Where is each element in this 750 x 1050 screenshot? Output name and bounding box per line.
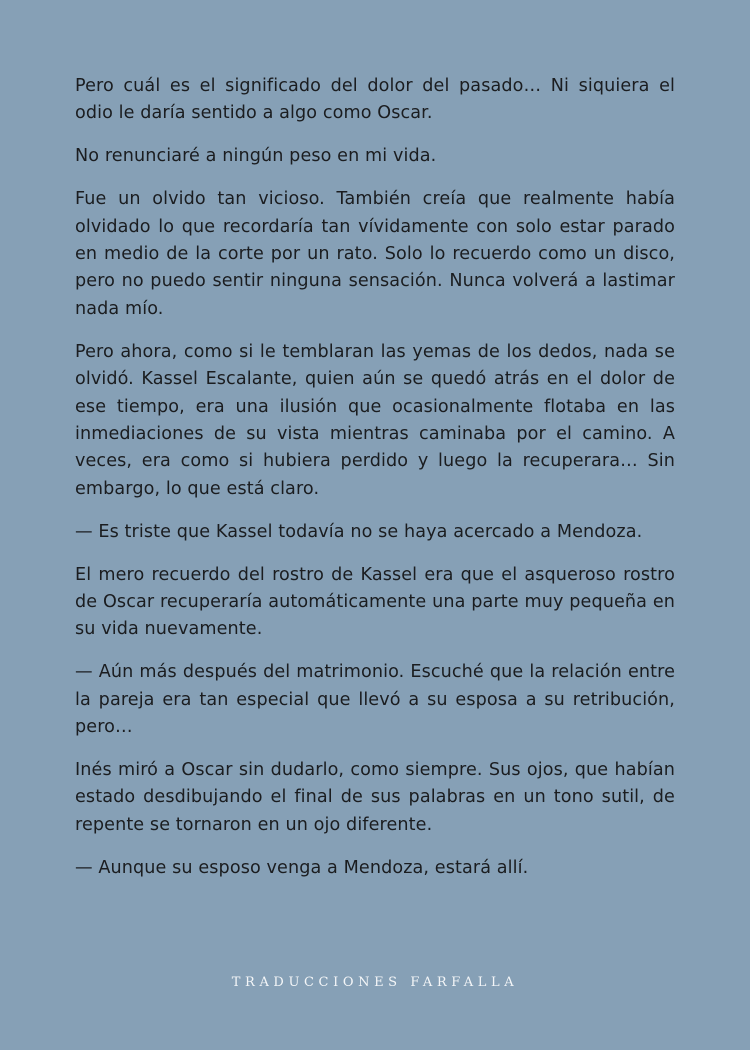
- paragraph: No renunciaré a ningún peso en mi vida.: [75, 146, 437, 167]
- footer-credit: TRADUCCIONES FARFALLA: [231, 975, 519, 990]
- paragraph: — Aunque su esposo venga a Mendoza, estará allí.: [75, 857, 529, 878]
- paragraph: — Aún más después del matrimonio. Escuché que la relación entre la pareja era tan especial que llevó a su esposa a su retribución, pero…: [75, 662, 675, 738]
- paragraph: Fue un olvido tan vicioso. También creía que realmente había olvidado lo que recordaría tan vívidamente con solo estar parado en medio de la corte por un rato. Solo lo recuerdo como un disco, pero no puedo sentir ninguna sensación. Nunca volverá a lastimar nada mío.: [75, 189, 675, 319]
- paragraph: El mero recuerdo del rostro de Kassel era que el asqueroso rostro de Oscar recuperaría automáticamente una parte muy pequeña en su vida nuevamente.: [75, 564, 675, 640]
- page-body: [75, 73, 675, 898]
- paragraph: Pero cuál es el significado del dolor del pasado… Ni siquiera el odio le daría sentido a algo como Oscar.: [75, 76, 675, 124]
- paragraph: — Es triste que Kassel todavía no se haya acercado a Mendoza.: [75, 521, 643, 542]
- paragraph: Pero ahora, como si le temblaran las yemas de los dedos, nada se olvidó. Kassel Escalante, quien aún se quedó atrás en el dolor de ese tiempo, era una ilusión que ocasionalmente flotaba en las inmediaciones de su vista mientras caminaba por el camino. A veces, era como si hubiera perdido y luego la recuperara… Sin embargo, lo que está claro.: [75, 341, 675, 499]
- paragraph: Inés miró a Oscar sin dudarlo, como siempre. Sus ojos, que habían estado desdibujando el final de sus palabras en un tono sutil, de repente se tornaron en un ojo diferente.: [75, 760, 675, 835]
